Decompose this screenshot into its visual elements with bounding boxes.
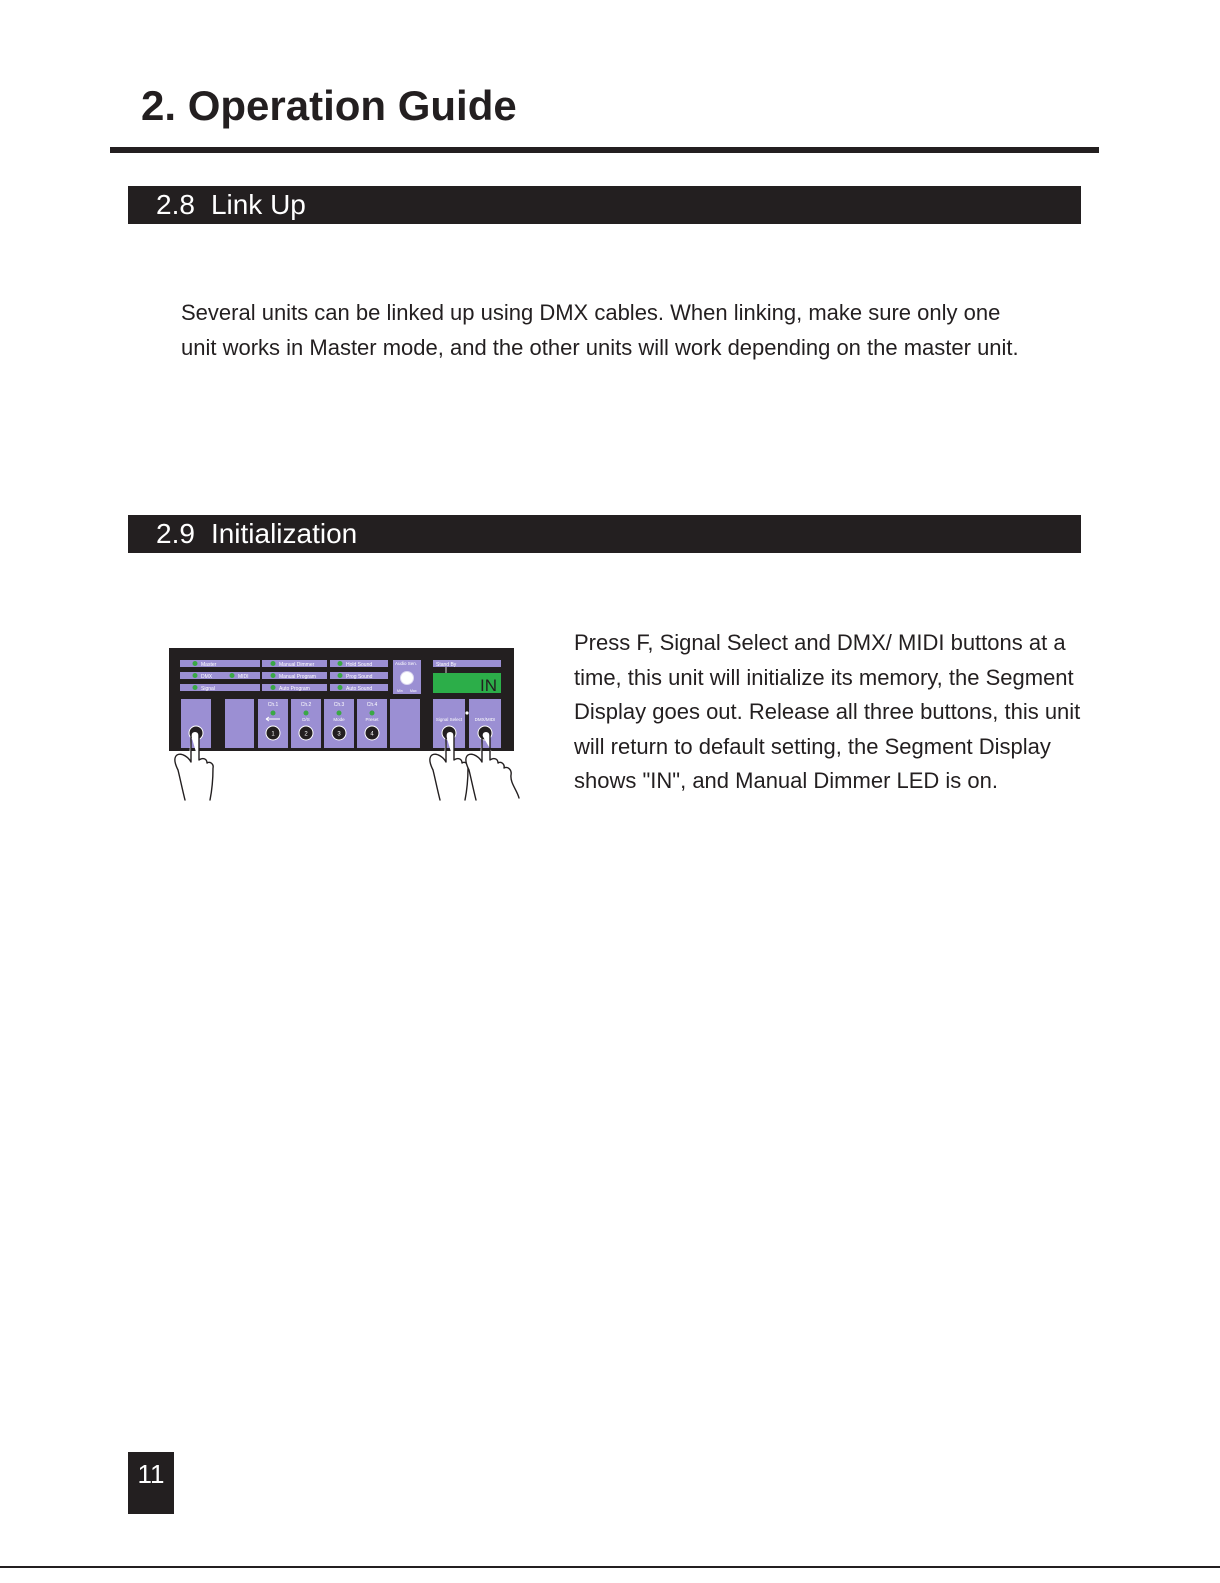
label-btn3: 3 [337,731,341,738]
label-hold-sound: Hold Sound [346,662,373,668]
label-ch3: Ch.3 [333,702,345,708]
blank-button[interactable] [225,699,254,748]
label-ds: D/S [302,717,310,722]
label-dmx-midi: DMX/MIDI [474,717,496,722]
indicator-strip-signal [180,684,260,691]
label-min: Min [397,689,403,693]
label-audio-sen: Audio Sen. [395,661,418,666]
label-ch1: Ch.1 [267,702,279,708]
section-title: Link Up [210,189,306,220]
label-signal: Signal [201,686,215,692]
section-title: Initialization [210,518,358,549]
led-icon [337,711,342,716]
led-icon [338,673,343,678]
led-icon [271,661,276,666]
led-icon [193,685,198,690]
section-heading-initialization [128,515,1081,553]
dmx-midi-button[interactable] [469,699,501,748]
label-btn2: 2 [304,731,308,738]
led-icon [271,711,276,716]
label-ch4: Ch.4 [366,702,378,708]
label-mode: Mode [333,717,345,722]
label-auto-sound: Auto Sound [346,686,373,692]
section-number: 2.8 [156,189,195,220]
label-signal-select: Signal Select [435,717,463,722]
led-icon [230,673,235,678]
section-heading-link-up [128,186,1081,224]
knob-icon[interactable] [401,672,414,685]
label-prog-sound: Prog Sound [346,674,373,680]
bottom-rule [0,1566,1220,1568]
segment-display-value: IN [480,676,497,695]
label-ch2: Ch.2 [300,702,312,708]
label-manual-program: Manual Program [279,674,316,680]
initialization-paragraph: Press F, Signal Select and DMX/ MIDI buttons at a time, this unit will initialize its memory, the Segment Display goes out. Release all three buttons, this unit will return to default setting, the Segment Display shows "IN", and Manual Dimmer LED is on. [574,630,1081,793]
led-icon [370,711,375,716]
label-dmx: DMX [201,674,213,680]
label-manual-dimmer: Manual Dimmer [279,662,315,668]
control-panel-illustration [160,640,530,815]
label-btn1: 1 [271,731,275,738]
title-rule [110,147,1099,153]
led-icon [271,673,276,678]
label-auto-program: Auto Program [279,686,310,692]
indicator-strip-master [180,660,260,667]
page-title: 2. Operation Guide [141,82,517,129]
dot-icon [465,711,468,714]
blank-button[interactable] [390,699,420,748]
page-number: 11 [128,1452,174,1514]
label-preset: Preset [365,717,379,722]
label-btn4: 4 [370,731,374,738]
led-icon [271,685,276,690]
led-icon [338,661,343,666]
label-stand-by: Stand By [436,662,457,668]
label-master: Master [201,662,217,668]
led-icon [193,661,198,666]
label-max: Max [410,689,417,693]
led-icon [193,673,198,678]
led-icon [304,711,309,716]
link-up-paragraph: Several units can be linked up using DMX cables. When linking, make sure only one unit works in Master mode, and the other units will work depending on the master unit. [181,300,1019,360]
section-number: 2.9 [156,518,195,549]
label-midi: MIDI [238,674,249,680]
led-icon [338,685,343,690]
